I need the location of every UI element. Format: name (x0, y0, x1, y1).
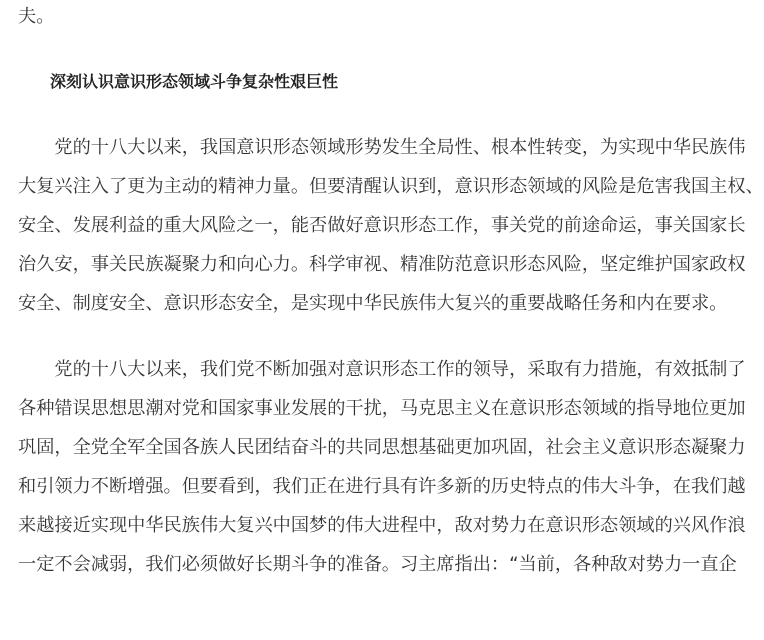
paragraph-2-line: 党的十八大以来，我们党不断加强对意识形态工作的领导，采取有力措施，有效抵制了 (18, 359, 746, 380)
paragraph-1-line: 大复兴注入了更为主动的精神力量。但要清醒认识到，意识形态领域的风险是危害我国主权、 (18, 176, 764, 197)
paragraph-1-line: 治久安，事关民族凝聚力和向心力。科学审视、精准防范意识形态风险，坚定维护国家政权 (18, 254, 746, 275)
paragraph-1-line: 安全、制度安全、意识形态安全，是实现中华民族伟大复兴的重要战略任务和内在要求。 (18, 293, 728, 314)
section-heading: 深刻认识意识形态领域斗争复杂性艰巨性 (50, 72, 339, 91)
paragraph-2-line: 和引领力不断增强。但要看到，我们正在进行具有许多新的历史特点的伟大斗争，在我们越 (18, 476, 746, 497)
paragraph-2-line: 一定不会减弱，我们必须做好长期斗争的准备。习主席指出：“当前，各种敌对势力一直企 (18, 554, 737, 575)
paragraph-2-line: 来越接近实现中华民族伟大复兴中国梦的伟大进程中，敌对势力在意识形态领域的兴风作浪 (18, 515, 746, 536)
paragraph-1-line: 安全、发展利益的重大风险之一，能否做好意识形态工作，事关党的前途命运，事关国家长 (18, 215, 746, 236)
paragraph-2-line: 巩固，全党全军全国各族人民团结奋斗的共同思想基础更加巩固，社会主义意识形态凝聚力 (18, 437, 746, 458)
paragraph-2-line: 各种错误思想思潮对党和国家事业发展的干扰，马克思主义在意识形态领域的指导地位更加 (18, 398, 746, 419)
previous-paragraph-tail: 夫。 (18, 6, 55, 27)
paragraph-1-line: 党的十八大以来，我国意识形态领域形势发生全局性、根本性转变，为实现中华民族伟 (18, 137, 746, 158)
